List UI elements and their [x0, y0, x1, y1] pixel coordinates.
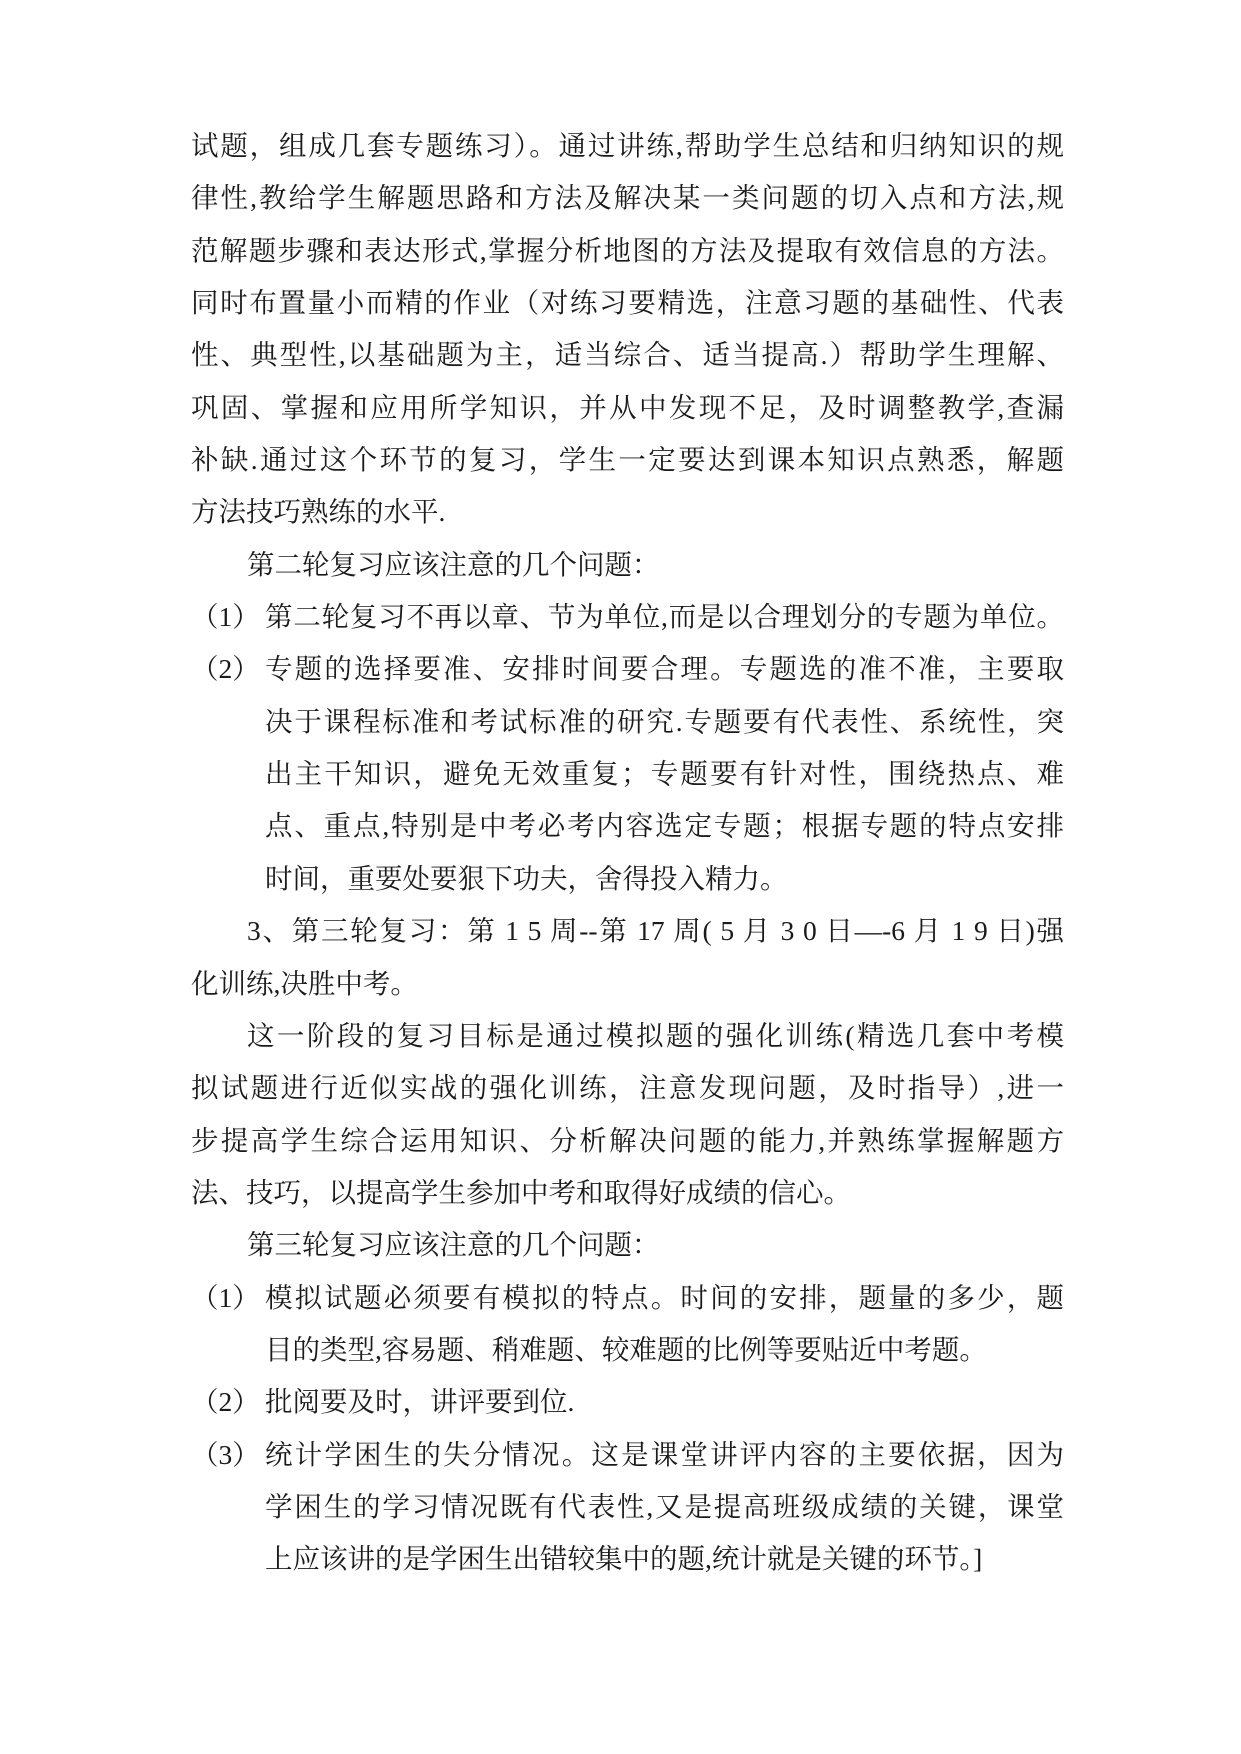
text-line: 拟试题进行近似实战的强化训练，注意发现问题，及时指导）,进一: [191, 1072, 1064, 1104]
text-line: 第二轮复习不再以章、节为单位,而是以合理划分的专题为单位。: [265, 601, 1064, 633]
list-item: [191, 1272, 1064, 1377]
text-line: 法、技巧，以提高学生参加中考和取得好成绩的信心。: [191, 1176, 851, 1208]
section-heading-round2: 第二轮复习应该注意的几个问题：: [247, 548, 660, 580]
text-line: 巩固、掌握和应用所学知识，并从中发现不足，及时调整教学,查漏: [191, 391, 1064, 423]
paragraph-round3-goal: [191, 1010, 1064, 1219]
text-line: 范解题步骤和表达形式,掌握分析地图的方法及提取有效信息的方法。: [191, 234, 1064, 266]
text-line: 批阅要及时，讲评要到位.: [265, 1386, 575, 1418]
text-line: 上应该讲的是学困生出错较集中的题,统计就是关键的环节。]: [265, 1543, 983, 1575]
text-line: 决于课程标准和考试标准的研究.专题要有代表性、系统性，突: [265, 705, 1064, 737]
text-line: 模拟试题必须要有模拟的特点。时间的安排，题量的多少，题: [265, 1281, 1064, 1313]
round3-notes-list: [191, 1272, 1064, 1586]
text-line: 统计学困生的失分情况。这是课堂讲评内容的主要依据，因为: [265, 1438, 1064, 1470]
list-item-body: [265, 591, 1064, 643]
section-heading-round3: 第三轮复习应该注意的几个问题：: [247, 1229, 660, 1261]
text-line: 3、第三轮复习：第 1 5 周--第 17 周( 5 月 3 0 日—-6 月 1 9 日)强: [247, 915, 1064, 947]
list-item: [191, 591, 1064, 643]
list-item-body: [265, 1272, 1064, 1377]
round2-notes-list: [191, 591, 1064, 905]
list-item-body: [265, 643, 1064, 905]
list-item: [191, 1376, 1064, 1428]
text-line: 学困生的学习情况既有代表性,又是提高班级成绩的关键，课堂: [265, 1490, 1064, 1522]
list-item: [191, 1429, 1064, 1586]
paragraph-review-method: [191, 120, 1064, 539]
paragraph-round3-schedule: [191, 905, 1064, 1010]
text-line: 点、重点,特别是中考必考内容选定专题；根据专题的特点安排: [265, 810, 1064, 842]
text-line: 步提高学生综合运用知识、分析解决问题的能力,并熟练掌握解题方: [191, 1124, 1064, 1156]
document-body: [191, 120, 1064, 1586]
list-marker: （2）: [191, 653, 260, 685]
list-marker: （3）: [191, 1438, 260, 1470]
text-line: 方法技巧熟练的水平.: [191, 496, 446, 528]
text-line: 专题的选择要准、安排时间要合理。专题选的准不准，主要取: [265, 653, 1064, 685]
list-item-body: [265, 1376, 1064, 1428]
list-item-body: [265, 1429, 1064, 1586]
text-line: 时间，重要处要狠下功夫，舍得投入精力。: [265, 862, 788, 894]
text-line: 同时布置量小而精的作业（对练习要精选，注意习题的基础性、代表: [191, 287, 1064, 319]
list-item: [191, 643, 1064, 905]
text-line: 目的类型,容易题、稍难题、较难题的比例等要贴近中考题。: [265, 1333, 987, 1365]
text-line: 性、典型性,以基础题为主，适当综合、适当提高.）帮助学生理解、: [191, 339, 1064, 371]
text-line: 律性,教给学生解题思路和方法及解决某一类问题的切入点和方法,规: [191, 182, 1064, 214]
text-line: 补缺.通过这个环节的复习，学生一定要达到课本知识点熟悉，解题: [191, 444, 1064, 476]
text-line: 出主干知识，避免无效重复；专题要有针对性，围绕热点、难: [265, 758, 1064, 790]
list-marker: （2）: [191, 1386, 260, 1418]
list-marker: （1）: [191, 601, 260, 633]
text-line: 这一阶段的复习目标是通过模拟题的强化训练(精选几套中考模: [247, 1019, 1064, 1051]
text-line: 试题，组成几套专题练习）。通过讲练,帮助学生总结和归纳知识的规: [191, 130, 1064, 161]
list-marker: （1）: [191, 1281, 260, 1313]
text-line: 化训练,决胜中考。: [191, 967, 418, 999]
